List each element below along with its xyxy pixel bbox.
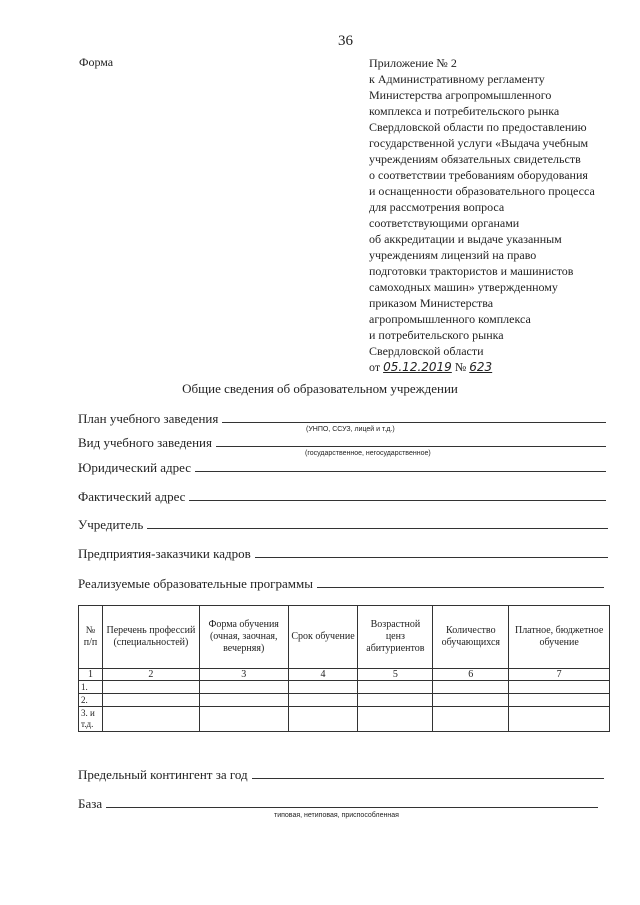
- founder-field: [78, 516, 608, 533]
- header-age-limit: Возрастной ценз абитуриентов: [358, 606, 433, 669]
- table-cell[interactable]: [509, 694, 610, 707]
- row-label: 3. и т.д.: [79, 707, 103, 732]
- contingent-field: [78, 766, 604, 783]
- table-cell[interactable]: [433, 694, 509, 707]
- plan-input-line[interactable]: [222, 410, 606, 423]
- programs-field: [78, 575, 604, 592]
- plan-field: [78, 410, 606, 427]
- column-number-row: [79, 669, 610, 681]
- column-number: 5: [358, 669, 433, 681]
- kind-caption: (государственное, негосударственное): [305, 450, 431, 457]
- table-cell[interactable]: [288, 681, 358, 694]
- legal-address-input-line[interactable]: [195, 459, 606, 472]
- kind-field: [78, 434, 606, 451]
- header-students-count: Количество обучающихся: [433, 606, 509, 669]
- table-cell[interactable]: [288, 707, 358, 732]
- appendix-line: государственной услуги «Выдача учебным: [369, 136, 589, 150]
- table-cell[interactable]: [199, 681, 288, 694]
- appendix-line: и потребительского рынка: [369, 328, 504, 342]
- appendix-line: Свердловской области: [369, 344, 484, 358]
- table-cell[interactable]: [358, 694, 433, 707]
- customers-input-line[interactable]: [255, 545, 608, 558]
- appendix-line: учреждениям обязательных свидетельств: [369, 152, 581, 166]
- table-cell[interactable]: [509, 707, 610, 732]
- order-date: 05.12.2019: [383, 360, 452, 374]
- contingent-input-line[interactable]: [252, 766, 604, 779]
- appendix-line: учреждениям лицензий на право: [369, 248, 537, 262]
- appendix-line: для рассмотрения вопроса: [369, 200, 505, 214]
- legal-address-label: Юридический адрес: [78, 460, 192, 475]
- appendix-line: об аккредитации и выдаче указанным: [369, 232, 562, 246]
- table-cell[interactable]: [433, 707, 509, 732]
- table-cell[interactable]: [102, 707, 199, 732]
- kind-input-line[interactable]: [216, 434, 606, 447]
- column-number: 7: [509, 669, 610, 681]
- base-field: [78, 795, 598, 812]
- page-number: 36: [338, 33, 353, 49]
- column-number: 6: [433, 669, 509, 681]
- header-payment: Платное, бюджетное обучение: [509, 606, 610, 669]
- table-cell[interactable]: [102, 694, 199, 707]
- header-professions: Перечень профессий (специальностей): [102, 606, 199, 669]
- form-label: Форма: [79, 55, 114, 69]
- contingent-label: Предельный контингент за год: [78, 767, 248, 782]
- appendix-line: приказом Министерства: [369, 296, 494, 310]
- appendix-date-line: [369, 359, 629, 375]
- appendix-line: подготовки трактористов и машинистов: [369, 264, 574, 278]
- table-cell[interactable]: [102, 681, 199, 694]
- appendix-line: соответствующими органами: [369, 216, 520, 230]
- column-number: 3: [199, 669, 288, 681]
- appendix-line: к Административному регламенту: [369, 72, 545, 86]
- column-number: 1: [79, 669, 103, 681]
- order-number: 623: [469, 360, 493, 374]
- table-cell[interactable]: [288, 694, 358, 707]
- founder-input-line[interactable]: [147, 516, 608, 529]
- table-cell[interactable]: [433, 681, 509, 694]
- date-prefix: от: [369, 360, 381, 374]
- actual-address-input-line[interactable]: [189, 488, 606, 501]
- table-cell[interactable]: [199, 707, 288, 732]
- programs-table: [78, 605, 610, 732]
- row-label: 1.: [79, 681, 103, 694]
- table-cell[interactable]: [358, 707, 433, 732]
- base-input-line[interactable]: [106, 795, 598, 808]
- number-prefix: №: [454, 360, 467, 374]
- table-header-row: [79, 606, 610, 669]
- table-row: [79, 681, 610, 694]
- header-number: № п/п: [79, 606, 103, 669]
- plan-label: План учебного заведения: [78, 411, 219, 426]
- customers-field: [78, 545, 608, 562]
- customers-label: Предприятия-заказчики кадров: [78, 546, 251, 561]
- header-study-form: Форма обучения (очная, заочная, вечерняя): [199, 606, 288, 669]
- base-caption: типовая, нетиповая, приспособленная: [274, 812, 399, 819]
- appendix-line: и оснащенности образовательного процесса: [369, 184, 595, 198]
- table-cell[interactable]: [199, 694, 288, 707]
- kind-label: Вид учебного заведения: [78, 435, 212, 450]
- row-label: 2.: [79, 694, 103, 707]
- actual-address-label: Фактический адрес: [78, 489, 186, 504]
- section-title: Общие сведения об образовательном учреждении: [182, 381, 458, 396]
- base-label: База: [78, 796, 103, 811]
- appendix-line: Свердловской области по предоставлению: [369, 120, 587, 134]
- table-cell[interactable]: [358, 681, 433, 694]
- table-cell[interactable]: [509, 681, 610, 694]
- appendix-line: Приложение № 2: [369, 56, 457, 70]
- table-row: [79, 694, 610, 707]
- header-duration: Срок обучение: [288, 606, 358, 669]
- appendix-line: агропромышленного комплекса: [369, 312, 531, 326]
- table-row: [79, 707, 610, 732]
- column-number: 4: [288, 669, 358, 681]
- legal-address-field: [78, 459, 606, 476]
- programs-input-line[interactable]: [317, 575, 604, 588]
- appendix-line: комплекса и потребительского рынка: [369, 104, 560, 118]
- column-number: 2: [102, 669, 199, 681]
- appendix-line: Министерства агропромышленного: [369, 88, 552, 102]
- plan-caption: (УНПО, ССУЗ, лицей и т.д.): [306, 426, 395, 433]
- appendix-line: самоходных машин» утвержденному: [369, 280, 558, 294]
- programs-label: Реализуемые образовательные программы: [78, 576, 313, 591]
- founder-label: Учредитель: [78, 517, 144, 532]
- appendix-line: о соответствии требованиям оборудования: [369, 168, 588, 182]
- actual-address-field: [78, 488, 606, 505]
- appendix-block: [369, 55, 629, 375]
